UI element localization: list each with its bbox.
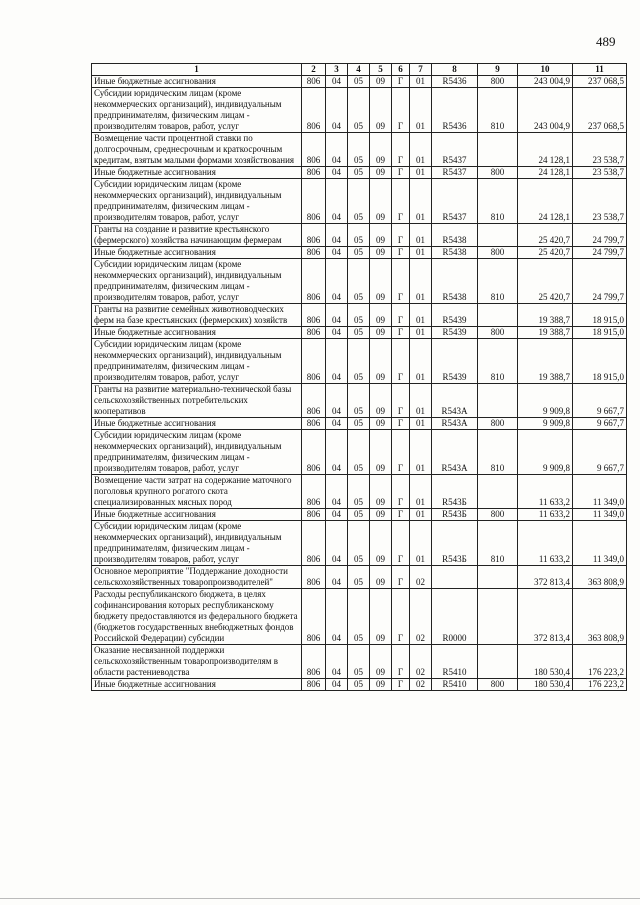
row-subprogram: Г xyxy=(392,304,410,327)
row-program: 09 xyxy=(370,304,392,327)
row-expense-type: 810 xyxy=(478,430,518,475)
row-event: 01 xyxy=(410,76,432,88)
row-amount-2020: 18 915,0 xyxy=(573,327,627,339)
row-direction: R5436 xyxy=(432,76,478,88)
table-header-row xyxy=(92,64,627,76)
row-section: 04 xyxy=(326,247,348,259)
budget-table xyxy=(91,63,627,691)
row-subsection: 05 xyxy=(348,418,370,430)
row-expense-type xyxy=(478,224,518,247)
row-amount-2020: 9 667,7 xyxy=(573,418,627,430)
row-amount-2019: 25 420,7 xyxy=(518,259,573,304)
row-program: 09 xyxy=(370,327,392,339)
row-direction: R543А xyxy=(432,418,478,430)
row-direction: R543Б xyxy=(432,509,478,521)
row-event: 02 xyxy=(410,645,432,679)
row-event: 01 xyxy=(410,418,432,430)
row-amount-2019: 372 813,4 xyxy=(518,589,573,645)
row-subprogram: Г xyxy=(392,76,410,88)
row-subsection: 05 xyxy=(348,475,370,509)
row-subsection: 05 xyxy=(348,88,370,133)
row-expense-type: 800 xyxy=(478,76,518,88)
row-expense-type xyxy=(478,304,518,327)
row-direction: R5410 xyxy=(432,679,478,691)
row-direction: R5437 xyxy=(432,167,478,179)
table-row xyxy=(92,304,627,327)
row-section: 04 xyxy=(326,327,348,339)
table-row xyxy=(92,521,627,566)
row-subprogram: Г xyxy=(392,566,410,589)
row-ministry-code: 806 xyxy=(302,475,326,509)
row-name: Субсидии юридическим лицам (кроме некоммерческих организаций), индивидуальным предпринимателям, физическим лицам - производителям товаров, работ, услуг xyxy=(92,259,302,304)
row-section: 04 xyxy=(326,509,348,521)
row-amount-2019: 25 420,7 xyxy=(518,247,573,259)
row-ministry-code: 806 xyxy=(302,133,326,167)
row-amount-2020: 363 808,9 xyxy=(573,566,627,589)
row-amount-2019: 11 633,2 xyxy=(518,521,573,566)
row-expense-type xyxy=(478,475,518,509)
row-ministry-code: 806 xyxy=(302,384,326,418)
row-name: Возмещение части затрат на содержание маточного поголовья крупного рогатого скота специализированных мясных пород xyxy=(92,475,302,509)
row-amount-2020: 9 667,7 xyxy=(573,384,627,418)
row-event: 01 xyxy=(410,259,432,304)
row-amount-2020: 23 538,7 xyxy=(573,167,627,179)
row-amount-2019: 24 128,1 xyxy=(518,133,573,167)
row-ministry-code: 806 xyxy=(302,566,326,589)
row-section: 04 xyxy=(326,339,348,384)
table-row xyxy=(92,88,627,133)
row-event: 01 xyxy=(410,327,432,339)
row-expense-type: 810 xyxy=(478,88,518,133)
row-direction: R5436 xyxy=(432,88,478,133)
row-section: 04 xyxy=(326,88,348,133)
row-name: Субсидии юридическим лицам (кроме некоммерческих организаций), индивидуальным предпринимателям, физическим лицам - производителям товаров, работ, услуг xyxy=(92,88,302,133)
row-subprogram: Г xyxy=(392,509,410,521)
row-subprogram: Г xyxy=(392,384,410,418)
row-name: Иные бюджетные ассигнования xyxy=(92,247,302,259)
column-header: 6 xyxy=(392,64,410,76)
row-ministry-code: 806 xyxy=(302,259,326,304)
row-event: 01 xyxy=(410,384,432,418)
row-section: 04 xyxy=(326,384,348,418)
row-amount-2020: 11 349,0 xyxy=(573,475,627,509)
table-row xyxy=(92,179,627,224)
row-subprogram: Г xyxy=(392,179,410,224)
column-header: 5 xyxy=(370,64,392,76)
row-section: 04 xyxy=(326,589,348,645)
row-section: 04 xyxy=(326,430,348,475)
row-subprogram: Г xyxy=(392,88,410,133)
row-amount-2019: 180 530,4 xyxy=(518,645,573,679)
row-expense-type xyxy=(478,133,518,167)
row-expense-type: 800 xyxy=(478,679,518,691)
row-amount-2020: 18 915,0 xyxy=(573,304,627,327)
row-name: Гранты на развитие семейных животноводческих ферм на базе крестьянских (фермерских) хозяйств xyxy=(92,304,302,327)
row-section: 04 xyxy=(326,418,348,430)
row-event: 02 xyxy=(410,679,432,691)
row-program: 09 xyxy=(370,167,392,179)
row-section: 04 xyxy=(326,179,348,224)
row-event: 01 xyxy=(410,339,432,384)
column-header: 3 xyxy=(326,64,348,76)
row-direction: R5439 xyxy=(432,327,478,339)
row-expense-type xyxy=(478,566,518,589)
row-expense-type: 810 xyxy=(478,521,518,566)
table-row xyxy=(92,566,627,589)
row-expense-type: 800 xyxy=(478,327,518,339)
row-program: 09 xyxy=(370,247,392,259)
row-subprogram: Г xyxy=(392,247,410,259)
row-amount-2019: 180 530,4 xyxy=(518,679,573,691)
row-subsection: 05 xyxy=(348,566,370,589)
row-amount-2019: 19 388,7 xyxy=(518,339,573,384)
row-ministry-code: 806 xyxy=(302,339,326,384)
row-name: Субсидии юридическим лицам (кроме некоммерческих организаций), индивидуальным предпринимателям, физическим лицам - производителям товаров, работ, услуг xyxy=(92,521,302,566)
row-section: 04 xyxy=(326,566,348,589)
row-amount-2020: 11 349,0 xyxy=(573,509,627,521)
row-amount-2020: 23 538,7 xyxy=(573,133,627,167)
row-program: 09 xyxy=(370,645,392,679)
row-name: Иные бюджетные ассигнования xyxy=(92,327,302,339)
row-subprogram: Г xyxy=(392,224,410,247)
row-name: Иные бюджетные ассигнования xyxy=(92,167,302,179)
row-expense-type: 810 xyxy=(478,179,518,224)
table-body xyxy=(92,76,627,691)
row-ministry-code: 806 xyxy=(302,589,326,645)
row-subsection: 05 xyxy=(348,133,370,167)
row-program: 09 xyxy=(370,339,392,384)
table-row xyxy=(92,76,627,88)
row-program: 09 xyxy=(370,88,392,133)
row-direction: R543Б xyxy=(432,475,478,509)
row-event: 01 xyxy=(410,133,432,167)
row-subsection: 05 xyxy=(348,304,370,327)
row-amount-2020: 23 538,7 xyxy=(573,179,627,224)
table-row xyxy=(92,589,627,645)
row-subsection: 05 xyxy=(348,521,370,566)
row-expense-type: 800 xyxy=(478,418,518,430)
row-amount-2019: 9 909,8 xyxy=(518,430,573,475)
row-amount-2020: 24 799,7 xyxy=(573,247,627,259)
row-name: Иные бюджетные ассигнования xyxy=(92,509,302,521)
row-event: 02 xyxy=(410,566,432,589)
table-row xyxy=(92,167,627,179)
table-row xyxy=(92,259,627,304)
row-amount-2020: 237 068,5 xyxy=(573,76,627,88)
row-amount-2020: 9 667,7 xyxy=(573,430,627,475)
table-row xyxy=(92,430,627,475)
row-subprogram: Г xyxy=(392,133,410,167)
row-section: 04 xyxy=(326,304,348,327)
row-expense-type: 800 xyxy=(478,167,518,179)
row-ministry-code: 806 xyxy=(302,521,326,566)
row-subsection: 05 xyxy=(348,679,370,691)
row-subsection: 05 xyxy=(348,167,370,179)
row-amount-2020: 24 799,7 xyxy=(573,259,627,304)
row-section: 04 xyxy=(326,645,348,679)
row-event: 01 xyxy=(410,88,432,133)
column-header: 9 xyxy=(478,64,518,76)
table-row xyxy=(92,384,627,418)
row-subsection: 05 xyxy=(348,76,370,88)
row-program: 09 xyxy=(370,509,392,521)
row-program: 09 xyxy=(370,384,392,418)
row-section: 04 xyxy=(326,76,348,88)
row-ministry-code: 806 xyxy=(302,88,326,133)
row-amount-2019: 24 128,1 xyxy=(518,179,573,224)
column-header: 2 xyxy=(302,64,326,76)
column-header: 10 xyxy=(518,64,573,76)
row-ministry-code: 806 xyxy=(302,304,326,327)
table-row xyxy=(92,679,627,691)
row-event: 01 xyxy=(410,509,432,521)
row-name: Основное мероприятие "Поддержание доходности сельскохозяйственных товаропроизводителей" xyxy=(92,566,302,589)
row-direction: R5438 xyxy=(432,224,478,247)
row-subsection: 05 xyxy=(348,247,370,259)
row-amount-2019: 19 388,7 xyxy=(518,327,573,339)
row-subsection: 05 xyxy=(348,509,370,521)
row-subprogram: Г xyxy=(392,167,410,179)
row-section: 04 xyxy=(326,133,348,167)
row-subsection: 05 xyxy=(348,430,370,475)
row-amount-2020: 18 915,0 xyxy=(573,339,627,384)
row-subsection: 05 xyxy=(348,179,370,224)
row-amount-2020: 176 223,2 xyxy=(573,645,627,679)
row-subsection: 05 xyxy=(348,259,370,304)
row-name: Возмещение части процентной ставки по долгосрочным, среднесрочным и краткосрочным кредитам, взятым малыми формами хозяйствования xyxy=(92,133,302,167)
row-direction: R543Б xyxy=(432,521,478,566)
row-amount-2019: 243 004,9 xyxy=(518,76,573,88)
row-event: 01 xyxy=(410,224,432,247)
row-ministry-code: 806 xyxy=(302,418,326,430)
row-subprogram: Г xyxy=(392,418,410,430)
row-subprogram: Г xyxy=(392,327,410,339)
row-direction: R543А xyxy=(432,384,478,418)
row-subsection: 05 xyxy=(348,224,370,247)
row-name: Субсидии юридическим лицам (кроме некоммерческих организаций), индивидуальным предпринимателям, физическим лицам - производителям товаров, работ, услуг xyxy=(92,179,302,224)
row-ministry-code: 806 xyxy=(302,76,326,88)
row-amount-2019: 19 388,7 xyxy=(518,304,573,327)
row-program: 09 xyxy=(370,566,392,589)
table-row xyxy=(92,475,627,509)
row-amount-2019: 11 633,2 xyxy=(518,475,573,509)
row-subsection: 05 xyxy=(348,645,370,679)
row-name: Расходы республиканского бюджета, в целях софинансирования которых республиканскому бюджету предоставляются из федерального бюджета (бюджетов государственных внебюджетных фондов Российской Федерации) субсидии xyxy=(92,589,302,645)
row-name: Иные бюджетные ассигнования xyxy=(92,418,302,430)
row-program: 09 xyxy=(370,133,392,167)
row-subprogram: Г xyxy=(392,679,410,691)
table-row xyxy=(92,418,627,430)
row-section: 04 xyxy=(326,475,348,509)
row-ministry-code: 806 xyxy=(302,645,326,679)
row-subprogram: Г xyxy=(392,430,410,475)
row-program: 09 xyxy=(370,224,392,247)
row-event: 01 xyxy=(410,521,432,566)
row-event: 01 xyxy=(410,475,432,509)
row-direction: R5437 xyxy=(432,179,478,224)
row-direction xyxy=(432,566,478,589)
row-program: 09 xyxy=(370,475,392,509)
row-ministry-code: 806 xyxy=(302,430,326,475)
row-program: 09 xyxy=(370,76,392,88)
row-amount-2019: 372 813,4 xyxy=(518,566,573,589)
row-direction: R5410 xyxy=(432,645,478,679)
row-subprogram: Г xyxy=(392,645,410,679)
row-ministry-code: 806 xyxy=(302,224,326,247)
row-ministry-code: 806 xyxy=(302,509,326,521)
row-amount-2019: 9 909,8 xyxy=(518,384,573,418)
row-ministry-code: 806 xyxy=(302,327,326,339)
column-header: 4 xyxy=(348,64,370,76)
row-direction: R5438 xyxy=(432,247,478,259)
row-direction: R0000 xyxy=(432,589,478,645)
row-program: 09 xyxy=(370,179,392,224)
row-subprogram: Г xyxy=(392,259,410,304)
row-expense-type xyxy=(478,384,518,418)
row-section: 04 xyxy=(326,259,348,304)
page-number: 489 xyxy=(596,34,616,49)
row-amount-2019: 11 633,2 xyxy=(518,509,573,521)
row-subsection: 05 xyxy=(348,589,370,645)
column-header: 1 xyxy=(92,64,302,76)
row-amount-2020: 237 068,5 xyxy=(573,88,627,133)
row-section: 04 xyxy=(326,679,348,691)
row-direction: R5439 xyxy=(432,304,478,327)
row-program: 09 xyxy=(370,259,392,304)
row-subprogram: Г xyxy=(392,339,410,384)
table-row xyxy=(92,247,627,259)
row-section: 04 xyxy=(326,167,348,179)
row-expense-type xyxy=(478,645,518,679)
row-section: 04 xyxy=(326,224,348,247)
row-name: Иные бюджетные ассигнования xyxy=(92,679,302,691)
row-event: 01 xyxy=(410,167,432,179)
row-ministry-code: 806 xyxy=(302,679,326,691)
row-program: 09 xyxy=(370,679,392,691)
row-ministry-code: 806 xyxy=(302,167,326,179)
row-amount-2019: 25 420,7 xyxy=(518,224,573,247)
row-event: 01 xyxy=(410,304,432,327)
row-direction: R5437 xyxy=(432,133,478,167)
page-bottom-divider xyxy=(0,898,640,899)
row-event: 02 xyxy=(410,589,432,645)
row-ministry-code: 806 xyxy=(302,247,326,259)
table-row xyxy=(92,224,627,247)
table-row xyxy=(92,327,627,339)
row-amount-2019: 243 004,9 xyxy=(518,88,573,133)
row-program: 09 xyxy=(370,589,392,645)
row-subprogram: Г xyxy=(392,521,410,566)
row-amount-2019: 24 128,1 xyxy=(518,167,573,179)
row-event: 01 xyxy=(410,179,432,224)
row-expense-type: 810 xyxy=(478,259,518,304)
row-subprogram: Г xyxy=(392,589,410,645)
row-event: 01 xyxy=(410,247,432,259)
row-event: 01 xyxy=(410,430,432,475)
row-expense-type xyxy=(478,589,518,645)
table-row xyxy=(92,509,627,521)
table-row xyxy=(92,645,627,679)
table-row xyxy=(92,133,627,167)
row-subsection: 05 xyxy=(348,384,370,418)
row-amount-2019: 9 909,8 xyxy=(518,418,573,430)
row-name: Субсидии юридическим лицам (кроме некоммерческих организаций), индивидуальным предпринимателям, физическим лицам - производителям товаров, работ, услуг xyxy=(92,430,302,475)
row-ministry-code: 806 xyxy=(302,179,326,224)
row-expense-type: 810 xyxy=(478,339,518,384)
row-program: 09 xyxy=(370,521,392,566)
row-subsection: 05 xyxy=(348,339,370,384)
column-header: 7 xyxy=(410,64,432,76)
row-section: 04 xyxy=(326,521,348,566)
table-row xyxy=(92,339,627,384)
row-name: Гранты на создание и развитие крестьянского (фермерского) хозяйства начинающим фермерам xyxy=(92,224,302,247)
row-amount-2020: 176 223,2 xyxy=(573,679,627,691)
row-direction: R5438 xyxy=(432,259,478,304)
row-program: 09 xyxy=(370,430,392,475)
row-amount-2020: 363 808,9 xyxy=(573,589,627,645)
row-amount-2020: 24 799,7 xyxy=(573,224,627,247)
row-expense-type: 800 xyxy=(478,509,518,521)
row-name: Субсидии юридическим лицам (кроме некоммерческих организаций), индивидуальным предпринимателям, физическим лицам - производителям товаров, работ, услуг xyxy=(92,339,302,384)
column-header: 8 xyxy=(432,64,478,76)
row-subprogram: Г xyxy=(392,475,410,509)
row-amount-2020: 11 349,0 xyxy=(573,521,627,566)
row-name: Оказание несвязанной поддержки сельскохозяйственным товаропроизводителям в области растениеводства xyxy=(92,645,302,679)
row-direction: R543А xyxy=(432,430,478,475)
row-expense-type: 800 xyxy=(478,247,518,259)
row-name: Иные бюджетные ассигнования xyxy=(92,76,302,88)
row-direction: R5439 xyxy=(432,339,478,384)
row-name: Гранты на развитие материально-технической базы сельскохозяйственных потребительских кооперативов xyxy=(92,384,302,418)
column-header: 11 xyxy=(573,64,627,76)
row-subsection: 05 xyxy=(348,327,370,339)
row-program: 09 xyxy=(370,418,392,430)
